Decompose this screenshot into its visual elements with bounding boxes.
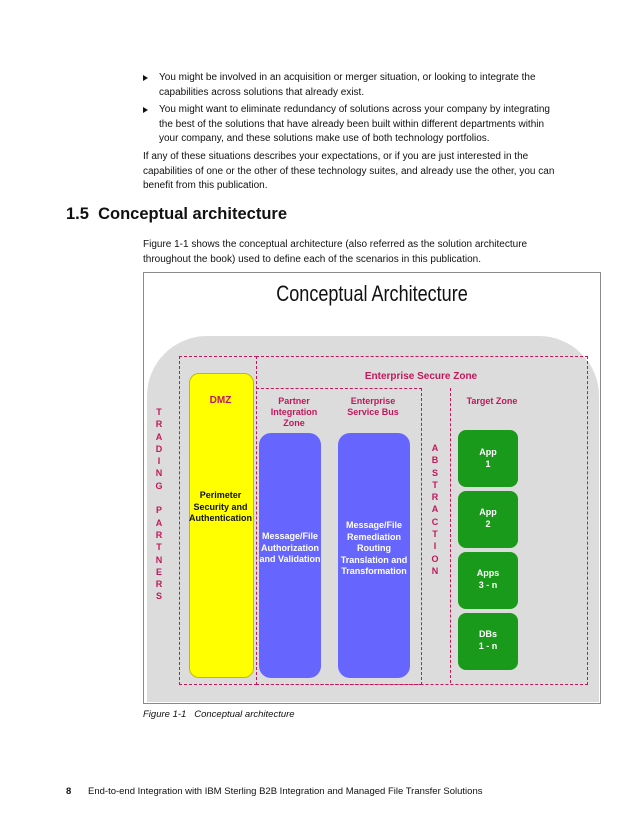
trading-partners-label [152, 406, 166, 603]
app-3-name: Apps [476, 568, 500, 578]
vertical-letter: O [431, 553, 439, 564]
vertical-letter: I [157, 456, 161, 467]
section-body: Figure 1-1 shows the conceptual architecture (also referred as the solution architecture throughout the book) used to define each of the scenarios in this publication. [143, 239, 528, 265]
bullet-text: You might be involved in an acquisition or merger situation, or looking to integrate the capabilities across solutions that already exist. [159, 72, 536, 98]
page-number: 8 [66, 786, 72, 797]
page-footer [66, 786, 586, 797]
vertical-letter: A [155, 517, 163, 528]
vertical-letter: S [431, 467, 438, 478]
vertical-letter: S [155, 591, 162, 602]
vertical-letter: T [156, 542, 162, 553]
app-2-name: App [479, 507, 497, 517]
vertical-letter: N [155, 468, 163, 479]
dmz-box [189, 373, 254, 678]
partner-box-text: Message/File Authorization and Validation [259, 531, 321, 564]
enterprise-zone-label: Enterprise Secure Zone [364, 371, 478, 382]
esb-box-text: Message/File Remediation Routing Translation and Transformation [340, 520, 408, 576]
db-box-text [458, 629, 518, 652]
db-number: 1 - n [478, 640, 498, 651]
app-3-number: 3 - n [478, 579, 498, 590]
vertical-letter: A [155, 431, 163, 442]
footer-text: End-to-end Integration with IBM Sterling B2B Integration and Managed File Transfer Solutions [88, 786, 483, 797]
app-2-number: 2 [485, 518, 491, 529]
caption-label: Figure 1-1 [143, 709, 187, 720]
partner-zone-label: Partner Integration Zone [270, 396, 318, 428]
app-1-name: App [479, 447, 497, 457]
bullet-item [143, 103, 563, 147]
abstraction-letters [428, 442, 442, 577]
vertical-letter: B [431, 455, 439, 466]
section-number: 1.5 [66, 205, 89, 223]
vertical-letter: T [432, 479, 438, 490]
vertical-letter: R [431, 492, 439, 503]
app-1-number: 1 [485, 458, 491, 469]
abstraction-label [428, 442, 442, 577]
vertical-letter: C [431, 516, 439, 527]
app-box-1-text [458, 447, 518, 470]
figure-frame [143, 272, 601, 704]
section-title: Conceptual architecture [98, 205, 287, 223]
app-box-2-text [458, 507, 518, 530]
vertical-letter: N [431, 565, 439, 576]
trading-partners-letters [152, 406, 166, 603]
vertical-letter: A [431, 504, 439, 515]
vertical-letter: R [155, 529, 163, 540]
dmz-label: DMZ [209, 395, 232, 406]
app-box-3-text [458, 568, 518, 591]
section-heading [66, 205, 287, 224]
caption-text: Conceptual architecture [194, 709, 295, 720]
bullet-arrow-icon [143, 75, 148, 81]
target-zone-label: Target Zone [466, 396, 518, 406]
vertical-letter: R [155, 579, 163, 590]
vertical-letter: D [155, 443, 163, 454]
vertical-letter: A [431, 443, 439, 453]
vertical-letter: R [155, 419, 163, 430]
vertical-letter: T [432, 529, 438, 540]
bullet-arrow-icon [143, 107, 148, 113]
intro-paragraph: If any of these situations describes your expectations, or if you are just interested in the capabilities of one or the other of these technology suites, and already use the other, you can benefit from this publication. [143, 151, 555, 191]
esb-label: Enterprise Service Bus [347, 396, 399, 417]
vertical-letter [152, 492, 166, 504]
bullet-text: You might want to eliminate redundancy of solutions across your company by integrating the best of the solutions that have already been built within different departments within your company, and these solutions make use of both technology portfolios. [159, 104, 550, 144]
vertical-letter: E [155, 566, 162, 577]
vertical-letter: N [155, 554, 163, 565]
vertical-letter: T [156, 407, 162, 417]
figure-caption [143, 709, 295, 720]
dmz-box-text: Perimeter Security and Authentication [189, 490, 252, 523]
vertical-letter: G [155, 480, 163, 491]
db-name: DBs [478, 629, 497, 639]
vertical-letter: I [433, 541, 437, 552]
vertical-letter: P [155, 505, 162, 516]
figure-title: Conceptual Architecture [276, 281, 468, 306]
bullet-item [143, 71, 563, 100]
